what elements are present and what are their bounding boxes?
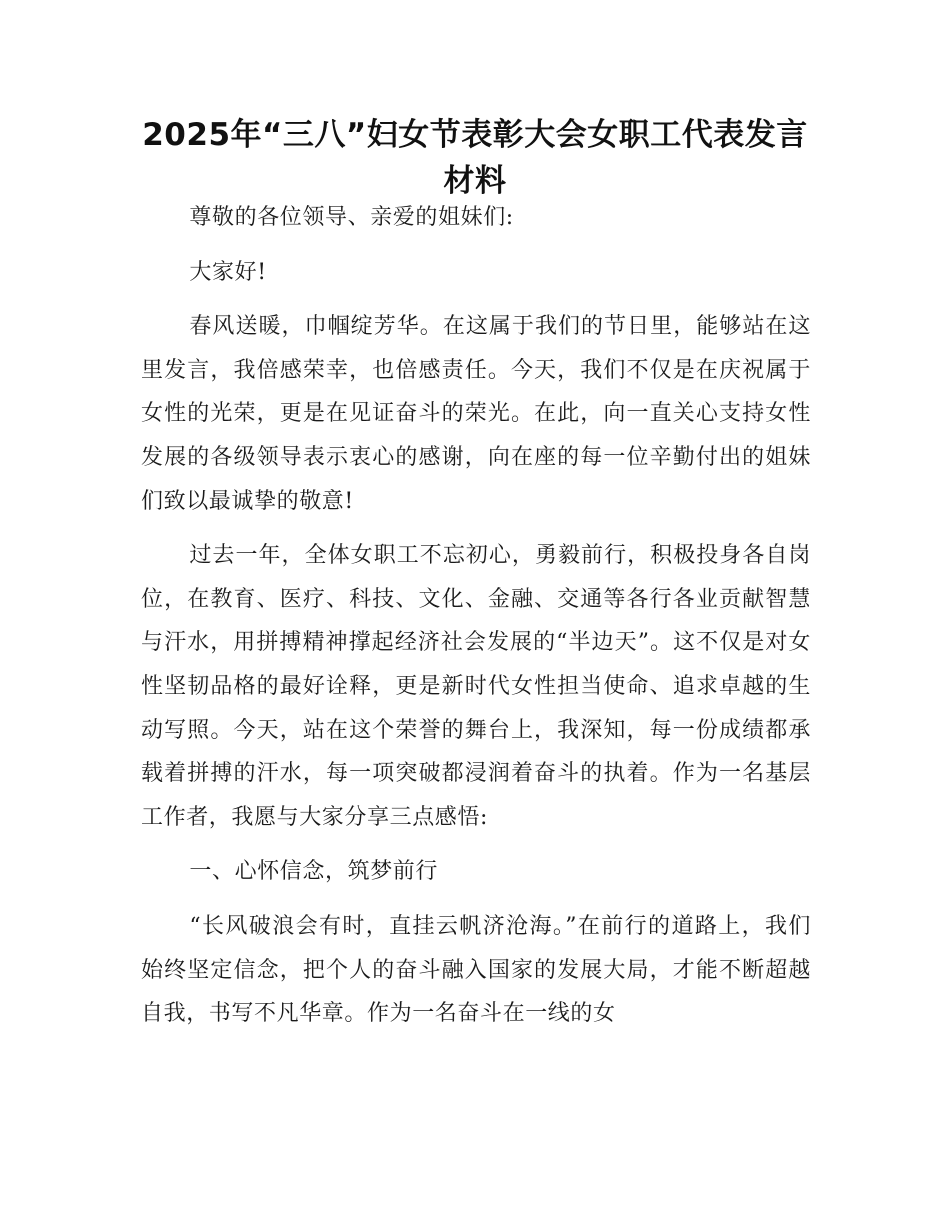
salutation: 尊敬的各位领导、亲爱的姐妹们: bbox=[189, 205, 514, 230]
document-body bbox=[141, 196, 811, 1047]
body-paragraph: 过去一年，全体女职工不忘初心，勇毅前行，积极投身各自岗位，在教育、医疗、科技、文化、金融、交通等各行各业贡献智慧与汗水，用拼搏精神撑起经济社会发展的“半边天”。这不仅是对女性坚韧品格的最好诠释，更是新时代女性担当使命、追求卓越的生动写照。今天，站在这个荣誉的舞台上，我深知，每一份成绩都承载着拼搏的汗水，每一项突破都浸润着奋斗的执着。作为一名基层工作者，我愿与大家分享三点感悟: bbox=[141, 543, 811, 830]
body-paragraph: 春风送暖，巾帼绽芳华。在这属于我们的节日里，能够站在这里发言，我倍感荣幸，也倍感责任。今天，我们不仅是在庆祝属于女性的光荣，更是在见证奋斗的荣光。在此，向一直关心支持女性发展的各级领导表示衷心的感谢，向在座的每一位辛勤付出的姐妹们致以最诚挚的敬意! bbox=[141, 314, 811, 514]
section-heading: 一、心怀信念，筑梦前行 bbox=[189, 859, 438, 885]
greeting: 大家好! bbox=[189, 259, 267, 285]
document-title: 2025年“三八”妇女节表彰大会女职工代表发言材料 bbox=[142, 117, 808, 199]
body-paragraph: “长风破浪会有时，直挂云帆济沧海。”在前行的道路上，我们始终坚定信念，把个人的奋斗融入国家的发展大局，才能不断超越自我，书写不凡华章。作为一名奋斗在一线的女 bbox=[141, 913, 811, 1027]
